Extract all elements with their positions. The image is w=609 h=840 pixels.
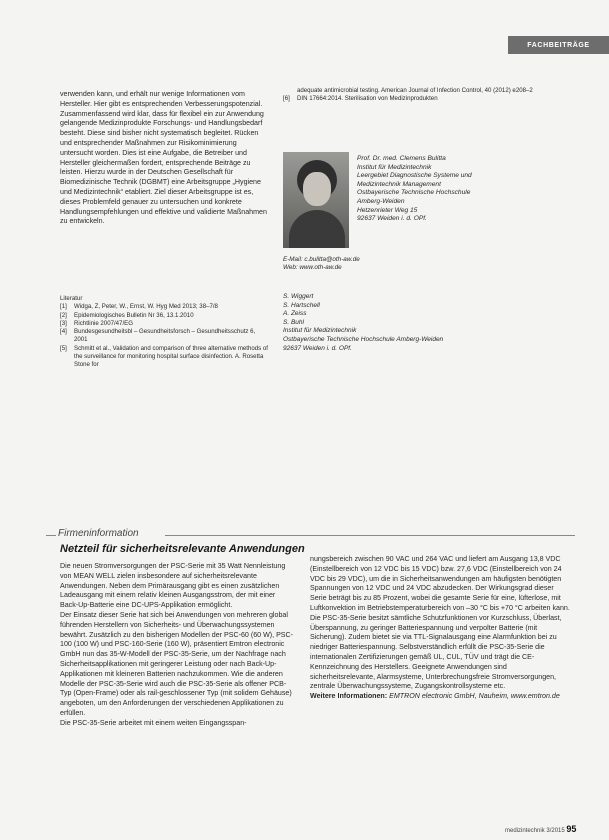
right-refs-block <box>283 87 563 104</box>
coauthor-name: S. Wiggert <box>283 293 314 300</box>
firmen-left-paragraph: Der Einsatz dieser Serie hat sich bei Anwendungen von mehreren global führenden Herstellern von Sicherheits- und Überwachungssystemen bewährt. Zusätzlich zu den bisherigen Modellen der PSC-60 (60 W), PSC-100 (100 W) und PSC-160-Serie (160 W), präsentiert Emtron electronic GmbH nun das 35-W-Modell der PSC-35-Serie, um der Nachfrage nach Sicherheitsapplikationen mit geringerer Leistung oder nach Back-Up-Applikationen mit kleineren Batterien nachzukommen. Wie die anderen Modelle der PSC-35-Serie wird auch die PSC-35-Serie als offener PCB-Typ (Open-Frame) oder als rail-geschlossener Typ (mit solidem Gehäuse) angeboten, um den Anforderungen der verschiedenen Applikationen zu erfüllen. <box>60 610 294 717</box>
firmen-left-column <box>60 562 294 729</box>
coauthor-university: Ostbayerische Technische Hochschule Amberg-Weiden <box>283 335 444 343</box>
reference-item <box>60 328 270 345</box>
author-info-line: Ostbayerische Technische Hochschule <box>357 189 471 197</box>
literature-list <box>60 303 270 369</box>
reference-number: [2] <box>60 311 67 319</box>
reference-text: Widga, Z, Peter, W., Ernst, W. Hyg Med 2013; 38–7/8 <box>74 303 218 311</box>
reference-text: Bundesgesundheitsbl – Gesundheitsforsch – Gesundheitsschutz 6, 2001 <box>74 328 256 344</box>
author-lines <box>357 164 557 224</box>
author-info-line: Amberg-Weiden <box>357 197 405 205</box>
firmeninformation-label: Firmeninformation <box>58 528 139 539</box>
reference-text: DIN 17664:2014. Sterilisation von Medizinprodukten <box>297 95 438 103</box>
reference-number: [6] <box>283 95 290 103</box>
author-info-line: Leergebiet Diagnostische Systeme und <box>357 172 472 180</box>
author-info <box>357 155 557 224</box>
left-top-text: verwenden kann, und erhält nur wenige Informationen vom Hersteller. Hier gibt es entsprechenden Verbesserungspotenzial. Zusammenfassend wird klar, dass für flexibel ein zur Anwendung gelangende Medizinprodukte Forschungs- und Handlungsbedarf besteht. Diese sind bisher nicht systematisch begleitet. Rücken und entsprechender Maßnahmen zur Risikominimierung untersucht worden. Dies ist eine Aufgabe, die Betreiber und Hersteller gleichermaßen fordert, entsprechende Beiträge zu leisten. Hierzu wurde in der Deutschen Gesellschaft für Biomedizinische Technik (DGBMT) eine Arbeitsgruppe „Hygiene und Medizintechnik“ etabliert. Ziel dieser Arbeitsgruppe ist es, dieses Problemfeld genauer zu untersuchen und konkrete Handlungsempfehlungen und effektive und validierte Maßnahmen zu entwickeln. <box>60 90 267 226</box>
reference-number: [3] <box>60 319 67 327</box>
reference-item <box>283 87 563 95</box>
divider-left <box>46 535 56 536</box>
author-info-line: Medizintechnik Management <box>357 180 441 188</box>
firmen-right-column <box>310 555 572 702</box>
reference-number <box>283 87 297 95</box>
author-email[interactable]: E-Mail: c.bulitta@oth-aw.de <box>283 256 360 263</box>
left-top-paragraph <box>60 90 270 227</box>
reference-text: adequate antimicrobial testing. American Journal of Infection Control, 40 (2012) e208–2 <box>297 87 533 94</box>
coauthor-institute: Institut für Medizintechnik <box>283 327 357 335</box>
firmen-more-info <box>310 692 572 702</box>
reference-item <box>60 345 270 370</box>
journal-name: medizintechnik 3/2015 <box>505 828 565 834</box>
reference-number: [5] <box>60 344 67 352</box>
more-info-text: EMTRON electronic GmbH, Nauheim, www.emtron.de <box>389 692 560 701</box>
reference-item <box>60 320 270 328</box>
literature-heading: Literatur <box>60 295 83 302</box>
right-refs-list <box>283 87 563 104</box>
reference-number: [1] <box>60 303 67 311</box>
author-contact <box>283 256 523 272</box>
author-info-line: 92637 Weiden i. d. OPf. <box>357 215 427 223</box>
author-info-line: Hetzenrieter Weg 15 <box>357 206 418 214</box>
section-tab: FACHBEITRÄGE <box>508 36 609 54</box>
reference-item <box>283 95 563 103</box>
firmen-left-paragraph: Die neuen Stromversorgungen der PSC-Serie mit 35 Watt Nennleistung von MEAN WELL zielen insbesondere auf sicherheitsrelevante Anwendungen. Neben dem Primärausgang gibt es einen zusätzlichen Ladeausgang mit einem relativ kleinen Ausgangsstrom, der mit einer Back-Up-Batterie eine DC-UPS-Applikation ermöglicht. <box>60 562 286 610</box>
coauthors-block <box>283 293 523 353</box>
coauthor-names <box>283 293 523 327</box>
author-photo <box>283 152 349 248</box>
author-name: Prof. Dr. med. Clemens Bulitta <box>357 155 446 162</box>
firmen-left-paragraph: Die PSC-35-Serie arbeitet mit einem weiten Eingangsspan- <box>60 718 247 727</box>
more-info-label: Weitere Informationen: <box>310 692 388 701</box>
author-web[interactable]: Web: www.oth-aw.de <box>283 264 342 272</box>
reference-text: Epidemiologisches Bulletin Nr 36, 13.1.2010 <box>74 311 194 319</box>
reference-text: Richtlinie 2007/47/EG <box>74 319 133 327</box>
reference-text: Schmitt et al., Validation and comparison of three alternative methods of the surveillance for monitoring hospital surface disinfection. A. Rosetta Stone for <box>74 344 268 369</box>
article-headline: Netzteil für sicherheitsrelevante Anwendungen <box>60 543 305 555</box>
coauthor-name: S. Buhl <box>283 318 304 326</box>
reference-item <box>60 312 270 320</box>
reference-item <box>60 303 270 311</box>
firmen-right-text: nungsbereich zwischen 90 VAC und 264 VAC und liefert am Ausgang 13,8 VDC (Einstellbereich von 12 VDC bis 15 VDC) bzw. 27,6 VDC (Einstellbereich von 24 VDC bis 29 VDC), um die in Sicherheitsanwendungen am häufigsten benötigten Spannungen von 12 VDC und 24 VDC abzudecken. Der Wirkungsgrad dieser Serie beträgt bis zu 85 Prozent, wobei die gesamte Serie für eine, lüfterlose, mit Luftkonvektion im Betriebstemperaturbereich von –30 °C bis +70 °C arbeiten kann. Die PSC-35-Serie besitzt sämtliche Schutzfunktionen vor Kurzschluss, Überlast, Überspannung, zu geringer Batteriespannung und verpolter Batterie (mit Sicherung). Zudem bietet sie via TTL-Signalausgang eine Alarmfunktion bei zu niedriger Batteriespannung. Selbstverständlich erfüllt die PSC-35-Serie die internationalen Zertifizierungen gemäß UL, CUL, TÜV und trägt die CE-Kennzeichnung des Herstellers. Geeignete Anwendungen sind sicherheitsrelevante, Alarmsysteme, Unterbrechungsfreie Stromversorgungen, zentrale Überwachungssysteme, Zugangskontrollsysteme etc. <box>310 555 570 691</box>
page-number: 95 <box>566 824 577 834</box>
coauthor-address: 92637 Weiden i. d. OPf. <box>283 344 352 352</box>
coauthor-name: A. Zeiss <box>283 310 307 318</box>
literature-block <box>60 295 270 370</box>
coauthor-name: S. Hartschell <box>283 301 320 309</box>
page-footer <box>505 824 576 834</box>
reference-number: [4] <box>60 328 67 336</box>
author-info-line: Institut für Medizintechnik <box>357 163 432 171</box>
divider-right <box>165 535 575 536</box>
